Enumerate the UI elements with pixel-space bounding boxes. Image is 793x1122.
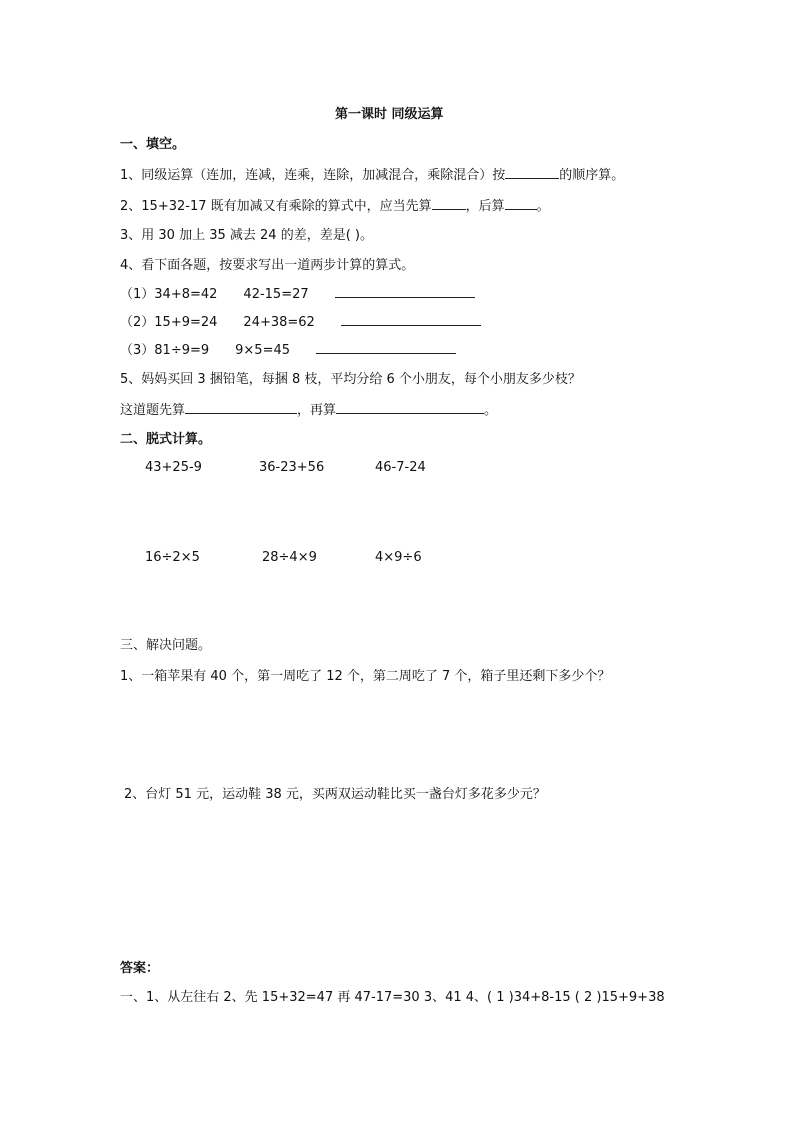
question-3: 3、用 30 加上 35 减去 24 的差，差是( )。 [120, 228, 373, 243]
q4-item-3-blank[interactable] [316, 341, 456, 354]
question-2 [120, 197, 550, 216]
question-1 [120, 166, 624, 185]
q4-item-3 [120, 341, 456, 360]
q4-item-3-first: （3）81÷9=9 [120, 343, 210, 358]
q5-fill-mid: ，再算 [297, 403, 337, 418]
q5-blank-1[interactable] [185, 401, 297, 414]
q4-item-1 [120, 285, 475, 304]
question-4: 4、看下面各题，按要求写出一道两步计算的算式。 [120, 258, 415, 273]
calc-5: 28÷4×9 [262, 550, 317, 565]
q5-fill-after: 。 [484, 403, 498, 418]
q2-text-mid: ，后算 [465, 199, 505, 214]
q4-item-2 [120, 313, 481, 332]
q4-item-1-blank[interactable] [335, 285, 475, 298]
q1-text-after: 的顺序算。 [559, 168, 625, 183]
calc-3: 46-7-24 [375, 460, 426, 475]
q4-item-2-second: 24+38=62 [243, 315, 315, 330]
problem-1: 1、一箱苹果有 40 个，第一周吃了 12 个，第二周吃了 7 个，箱子里还剩下多少个？ [120, 669, 611, 684]
q4-item-1-first: （1）34+8=42 [120, 287, 218, 302]
q2-blank-1[interactable] [432, 197, 466, 210]
q4-item-2-first: （2）15+9=24 [120, 315, 218, 330]
q5-fill [120, 401, 497, 420]
calc-1: 43+25-9 [145, 460, 202, 475]
calc-2: 36-23+56 [259, 460, 325, 475]
problem-2: 2、台灯 51 元，运动鞋 38 元，买两双运动鞋比买一盏台灯多花多少元？ [124, 787, 546, 802]
q4-item-3-second: 9×5=45 [235, 343, 291, 358]
answers-text: 一、1、从左往右 2、先 15+32=47 再 47-17=30 3、41 4、( 1 )34+8-15 ( 2 )15+9+38 [120, 990, 665, 1005]
calc-6: 4×9÷6 [375, 550, 422, 565]
section2-heading: 二、脱式计算。 [120, 432, 212, 447]
calc-4: 16÷2×5 [145, 550, 200, 565]
q2-text-after: 。 [536, 199, 550, 214]
section1-heading: 一、填空。 [120, 137, 186, 152]
page-title: 第一课时 同级运算 [335, 107, 444, 122]
q4-item-1-second: 42-15=27 [243, 287, 309, 302]
q2-blank-2[interactable] [505, 197, 537, 210]
question-5: 5、妈妈买回 3 捆铅笔，每捆 8 枝，平均分给 6 个小朋友，每个小朋友多少枝？ [120, 372, 581, 387]
section3-heading: 三、解决问题。 [120, 638, 212, 653]
q1-blank[interactable] [505, 166, 559, 179]
q1-text-before: 1、同级运算（连加，连减，连乘，连除，加减混合，乘除混合）按 [120, 168, 506, 183]
q4-item-2-blank[interactable] [341, 313, 481, 326]
q5-blank-2[interactable] [336, 401, 484, 414]
q2-text-before: 2、15+32-17 既有加减又有乘除的算式中，应当先算 [120, 199, 432, 214]
answers-heading: 答案： [120, 961, 160, 976]
q5-fill-before: 这道题先算 [120, 403, 186, 418]
